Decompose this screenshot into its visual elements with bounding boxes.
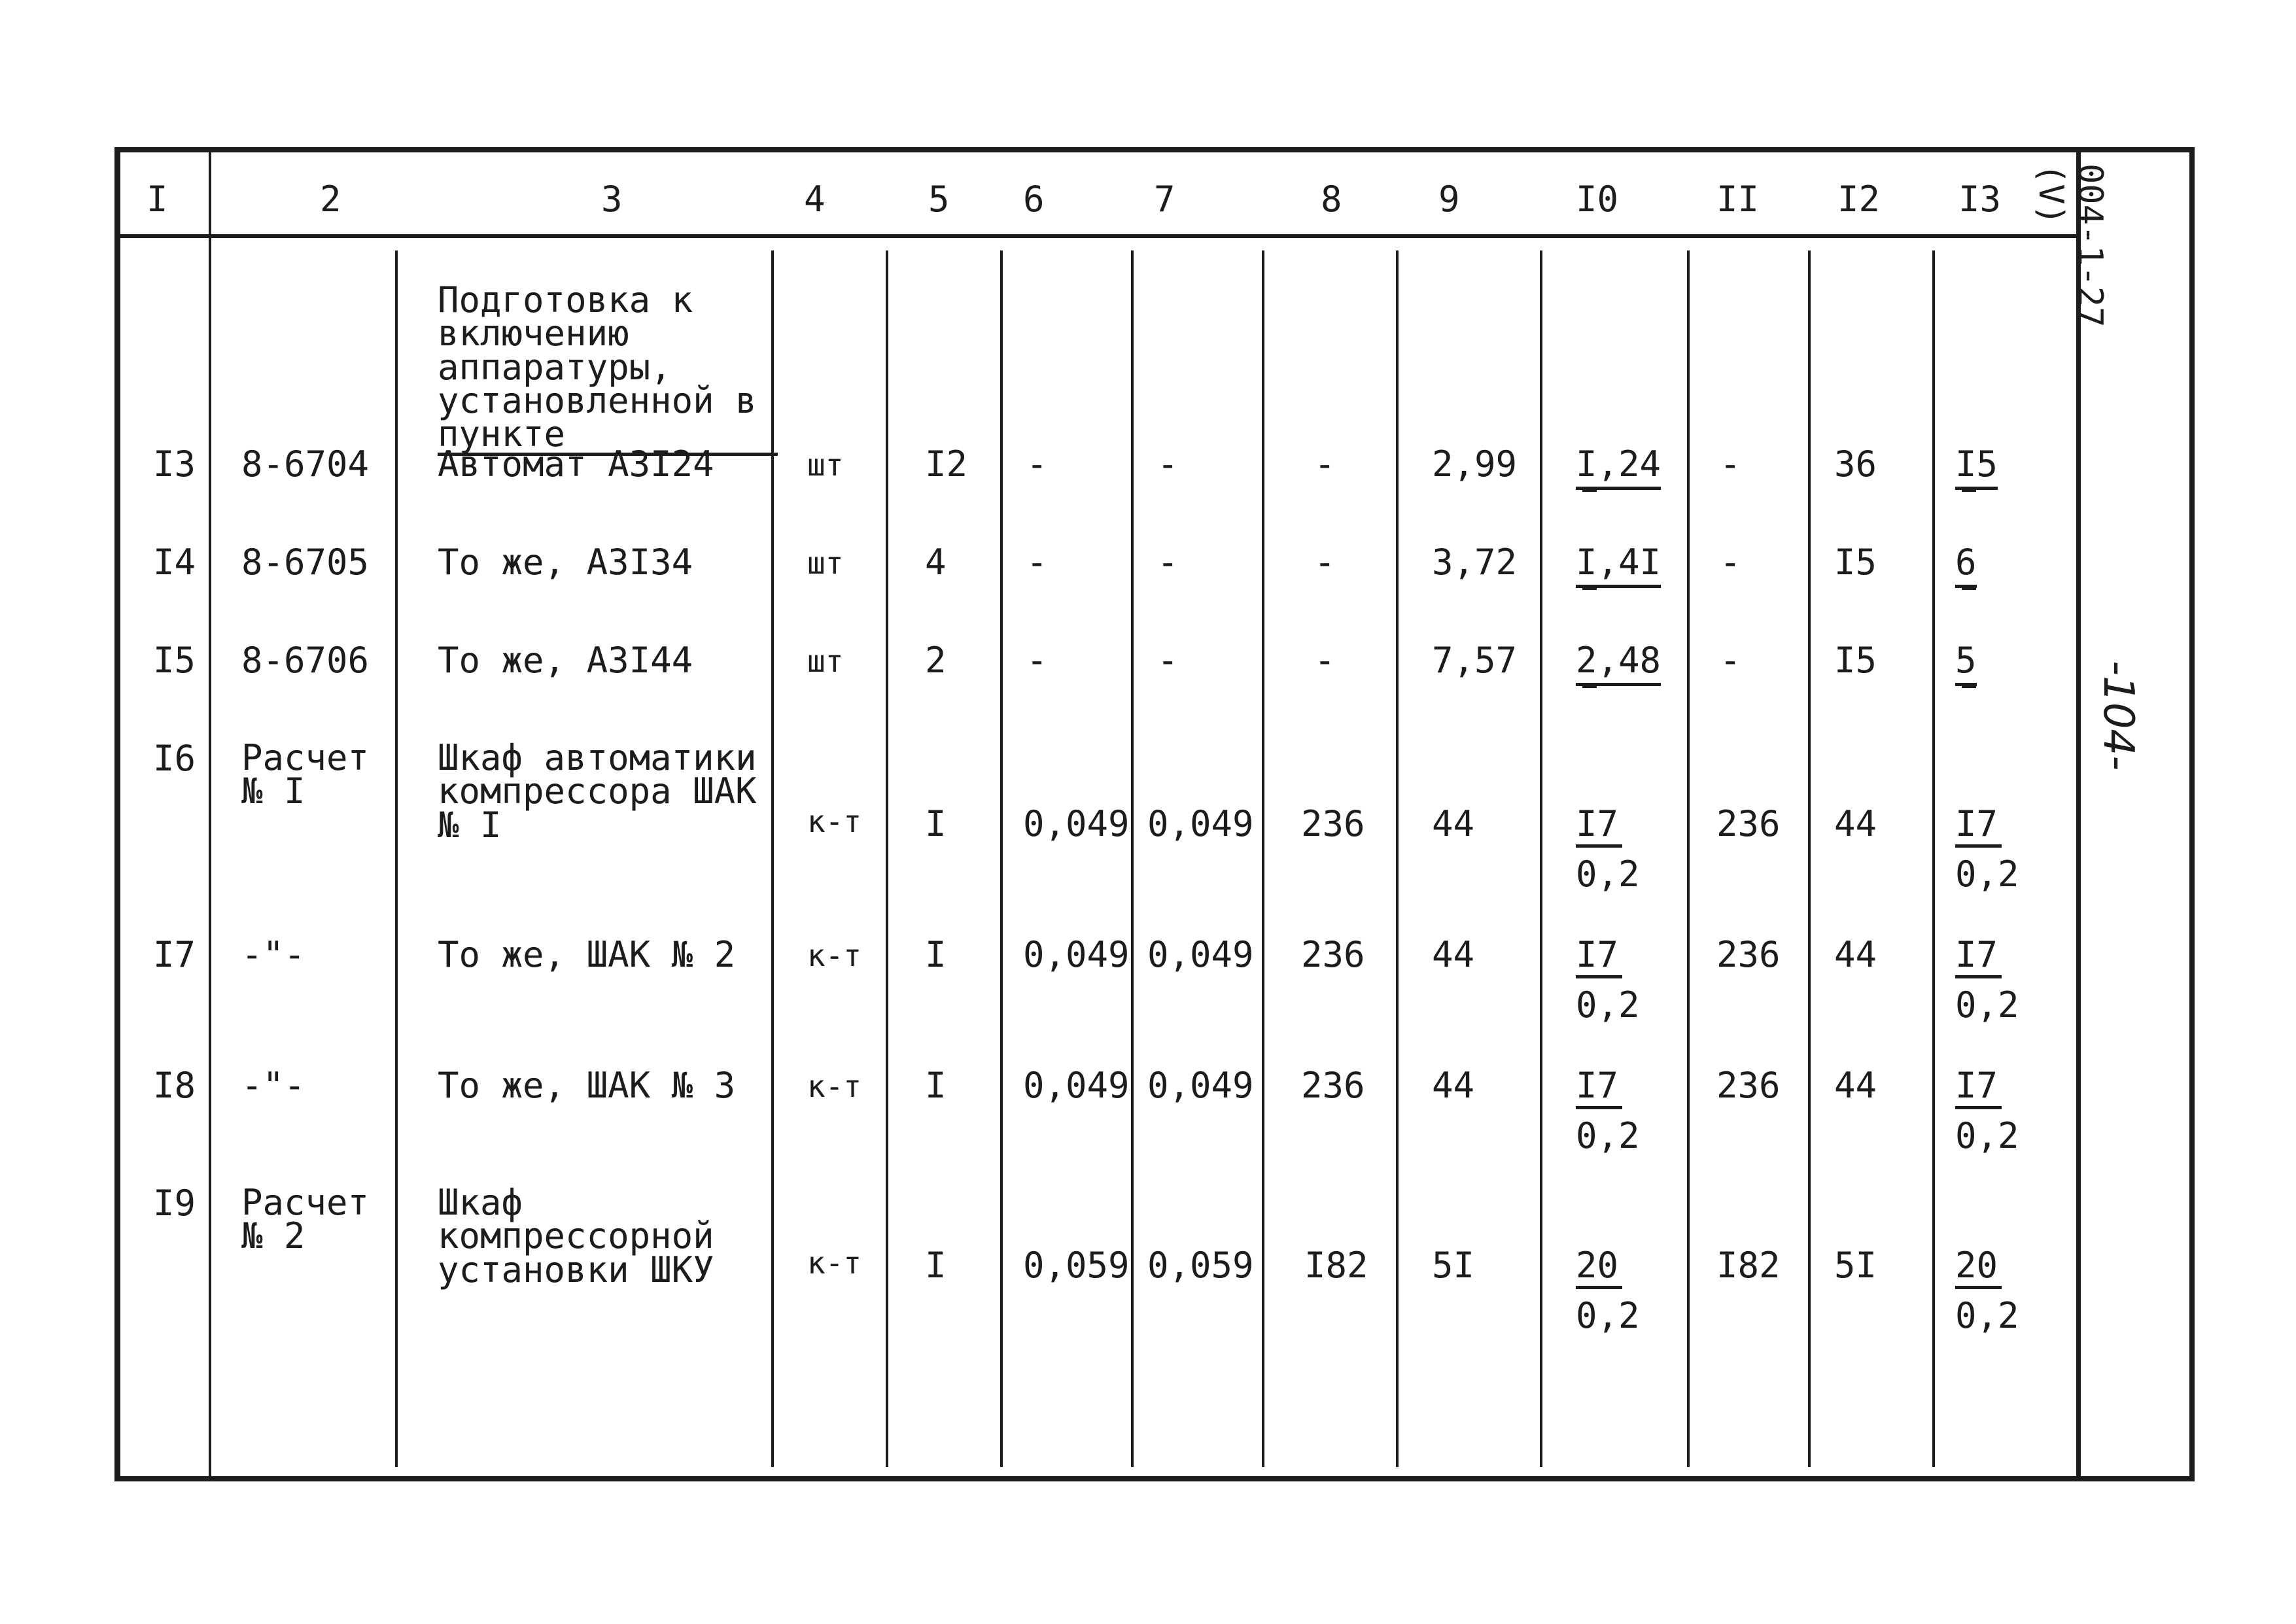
row-17-col11: 236 (1716, 934, 1781, 975)
row-15-number: I5 (153, 640, 196, 681)
column-divider (1932, 251, 1935, 1467)
header-col-11: II (1716, 179, 1760, 220)
column-divider (1687, 251, 1690, 1467)
row-18-number: I8 (153, 1065, 196, 1106)
row-13-number: I3 (153, 443, 196, 485)
row-16-col10: $\frac{I7}{0,2}$ (1576, 803, 1640, 895)
header-col-13: I3 (1958, 179, 2002, 220)
row-16-name: Шкаф автоматики компрессора ШАК № I (438, 737, 757, 846)
row-15-qty: 2 (925, 640, 947, 681)
row-13-col9: 2,99 (1432, 443, 1518, 485)
row-18-col12: 44 (1834, 1065, 1877, 1106)
row-16-col7: 0,049 (1147, 803, 1254, 844)
row-16-col13: $\frac{I7}{0,2}$ (1955, 803, 2019, 895)
row-19-col7: 0,059 (1147, 1245, 1254, 1286)
row-19-col13: $\frac{20}{0,2}$ (1955, 1245, 2019, 1336)
row-14-qty: 4 (925, 542, 947, 583)
row-17-name: То же, ШАК № 2 (438, 934, 736, 975)
row-16-code: Расчет № I (241, 737, 370, 812)
header-col-12: I2 (1837, 179, 1881, 220)
row-16-col12: 44 (1834, 803, 1877, 844)
header-col-7: 7 (1154, 179, 1175, 220)
row-17-col10: $\frac{I7}{0,2}$ (1576, 934, 1640, 1026)
header-col-9: 9 (1438, 179, 1460, 220)
row-13-qty: I2 (925, 443, 968, 485)
row-13-col7: - (1157, 443, 1179, 485)
header-col-3: 3 (601, 179, 623, 220)
row-17-col12: 44 (1834, 934, 1877, 975)
row-14-col8: - (1314, 542, 1336, 583)
row-14-col13: 6 (1955, 545, 1977, 590)
row-18-code: -"- (241, 1065, 305, 1106)
row-18-unit: к-т (807, 1069, 862, 1104)
table-frame (114, 147, 2195, 1481)
row-18-col9: 44 (1432, 1065, 1475, 1106)
header-col-8: 8 (1321, 179, 1342, 220)
header-col-6: 6 (1023, 179, 1045, 220)
side-margin-divider (2076, 152, 2081, 1476)
row-13-unit: шт (807, 447, 844, 483)
row-13-col8: - (1314, 443, 1336, 485)
row-17-unit: к-т (807, 938, 862, 973)
column-divider (1540, 251, 1542, 1467)
row-17-col8: 236 (1301, 934, 1365, 975)
row-19-unit: к-т (807, 1245, 862, 1281)
row-15-col7: - (1157, 640, 1179, 681)
row-18-col13: $\frac{I7}{0,2}$ (1955, 1065, 2019, 1156)
column-divider (1396, 251, 1399, 1467)
row-15-col8: - (1314, 640, 1336, 681)
row-19-col11: I82 (1716, 1245, 1781, 1286)
section-intro: Подготовка к включению аппаратуры, установленной в пункте (438, 283, 778, 456)
row-18-qty: I (925, 1065, 947, 1106)
row-15-col12: I5 (1834, 640, 1877, 681)
header-divider (120, 234, 2076, 238)
row-15-unit: шт (807, 644, 844, 679)
row-13-code: 8-6704 (241, 443, 370, 485)
column-divider (395, 251, 398, 1467)
column-divider (1808, 251, 1811, 1467)
row-19-col9: 5I (1432, 1245, 1475, 1286)
row-14-col11: - (1720, 542, 1741, 583)
row-19-qty: I (925, 1245, 947, 1286)
row-16-col11: 236 (1716, 803, 1781, 844)
row-14-col9: 3,72 (1432, 542, 1518, 583)
row-13-col6: - (1026, 443, 1048, 485)
row-17-col6: 0,049 (1023, 934, 1130, 975)
row-13-name: Автомат А3I24 (438, 443, 714, 485)
row-19-col6: 0,059 (1023, 1245, 1130, 1286)
row-16-col6: 0,049 (1023, 803, 1130, 844)
row-16-qty: I (925, 803, 947, 844)
row-15-col11: - (1720, 640, 1741, 681)
row-18-col7: 0,049 (1147, 1065, 1254, 1106)
row-19-col8: I82 (1304, 1245, 1368, 1286)
header-col-2: 2 (320, 179, 341, 220)
header-col-4: 4 (804, 179, 826, 220)
row-16-number: I6 (153, 738, 196, 779)
header-col-5: 5 (928, 179, 950, 220)
row-17-code: -"- (241, 934, 305, 975)
row-19-col12: 5I (1834, 1245, 1877, 1286)
row-19-name: Шкаф компрессорной установки ШКУ (438, 1182, 714, 1290)
row-18-col6: 0,049 (1023, 1065, 1130, 1106)
row-18-name: То же, ШАК № 3 (438, 1065, 736, 1106)
row-17-col13: $\frac{I7}{0,2}$ (1955, 934, 2019, 1026)
row-16-col8: 236 (1301, 803, 1365, 844)
row-13-col10: I,24 (1576, 447, 1661, 492)
row-14-number: I4 (153, 542, 196, 583)
row-15-col13: 5 (1955, 643, 1977, 688)
column-divider (886, 251, 888, 1467)
row-14-unit: шт (807, 545, 844, 581)
document-code: 004-1-27 (V) (2031, 164, 2110, 328)
row-14-col6: - (1026, 542, 1048, 583)
column-divider (1262, 251, 1264, 1467)
row-14-code: 8-6705 (241, 542, 370, 583)
row-19-col10: $\frac{20}{0,2}$ (1576, 1245, 1640, 1336)
row-18-col8: 236 (1301, 1065, 1365, 1106)
row-17-col9: 44 (1432, 934, 1475, 975)
header-col-1: I (147, 179, 168, 220)
row-15-col9: 7,57 (1432, 640, 1518, 681)
row-13-col13: I5 (1955, 447, 1998, 492)
row-15-col10: 2,48 (1576, 643, 1661, 688)
row-14-col7: - (1157, 542, 1179, 583)
row-15-name: То же, А3I44 (438, 640, 693, 681)
row-14-col12: I5 (1834, 542, 1877, 583)
column-divider (209, 152, 211, 1476)
row-16-unit: к-т (807, 804, 862, 839)
column-divider (1131, 251, 1134, 1467)
row-17-col7: 0,049 (1147, 934, 1254, 975)
row-16-col9: 44 (1432, 803, 1475, 844)
row-14-col10: I,4I (1576, 545, 1661, 590)
row-15-col6: - (1026, 640, 1048, 681)
row-19-code: Расчет № 2 (241, 1182, 370, 1257)
row-19-number: I9 (153, 1183, 196, 1224)
header-col-10: I0 (1576, 179, 1619, 220)
row-18-col10: $\frac{I7}{0,2}$ (1576, 1065, 1640, 1156)
row-18-col11: 236 (1716, 1065, 1781, 1106)
row-15-code: 8-6706 (241, 640, 370, 681)
page-number: -104- (2094, 661, 2142, 771)
row-17-qty: I (925, 934, 947, 975)
row-13-col11: - (1720, 443, 1741, 485)
column-divider (1000, 251, 1003, 1467)
row-13-col12: 36 (1834, 443, 1877, 485)
row-14-name: То же, А3I34 (438, 542, 693, 583)
row-17-number: I7 (153, 934, 196, 975)
